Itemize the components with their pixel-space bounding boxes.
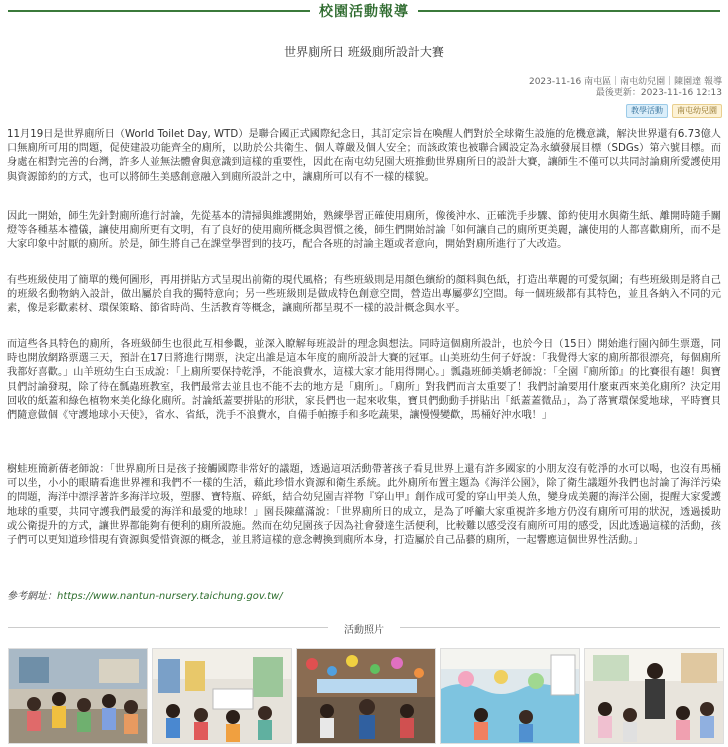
section-title: 校園活動報導 [319,4,409,20]
article-paragraph: 樹蛙班簡新蒨老師說：「世界廁所日是孩子接觸國際非常好的議題，透過這項活動帶著孩子看見世界上還有許多國家的小朋友沒有乾淨的水可以喝，也沒有馬桶可以坐，小小的眼睛看進世界裡和我們不一樣的生活，藉此珍惜水資源和衛生系統。此外廁所布置主題為《海洋公園》，除了衛生議題外我們也討論了海洋污染的問題，海洋中漂浮著許多海洋垃圾，塑膠、寶特瓶、碎紙，結合幼兒園吉祥物『穿山甲』創作成可愛的穿山甲美人魚，變身成美麗的海洋公園，提醒大家愛護地球的重要，共同守護我們最愛的海洋和最愛的地球！」園長陳蘊滿說：「世界廁所日的成立，是為了呼籲大家重視許多地方仍沒有廁所可用的狀況，透過援助或公衛提升的方式，讓世界都能夠有便利的廁所設施。然而在幼兒園孩子因為社會發達生活便利，比較難以感受沒有廁所可用的感受，因此透過這樣的活動，孩子們可以更知道珍惜現有資源與愛惜資源的概念，並且將這樣的意念轉換到廁所本身，打造屬於自己品藝的廁所，一起響應這個世界性活動。」 [7,464,721,547]
activity-photo-5[interactable] [584,648,724,744]
photos-line-right [400,627,720,628]
reference-link[interactable]: https://www.nantun-nursery.taichung.gov.tw/ [57,591,283,602]
header-line-right [418,10,720,12]
tag-school[interactable]: 南屯幼兒園 [672,104,722,118]
meta-source: 2023-11-16 南屯區｜南屯幼兒園｜陳園達 報導 [528,77,722,87]
meta-updated: 最後更新：2023-11-16 12:13 [595,88,722,98]
reference-label: 參考網址： [7,591,57,602]
activity-photo-4[interactable] [440,648,580,744]
activity-photo-2[interactable] [152,648,292,744]
article-title: 世界廁所日 班級廁所設計大賽 [284,45,444,59]
photos-header [0,621,728,635]
article-paragraph: 而這些各具特色的廁所，各班級師生也很此互相參觀，並深入瞭解每班設計的理念與想法。同時這個廁所設計，也於今日（15日）開始進行園內師生票選，同時也開放網路票選三天，預計在17日將進行開票，決定出誰是這本年度的廁所設計大賽的冠軍。山美班幼生何子妤說：「我覺得大家的廁所都很漂亮，每個廁所我都好喜歡。」山羊班幼生白玉成說：「上廁所要保持乾淨，不能浪費水，這樣大家才能用得開心。」瓢蟲班師美嬌老師說：「全園『廁所節』的比賽很有趣！與寶貝們討論發現，除了待在瓢蟲班教室，我們最常去並且也不能不去的地方是「廁所」。「廁所」對我們而言太重要了！我們討論要用什麼東西來美化廁所？決定用回收的紙蓋和綠色植物來美化綠化廁所。討論紙蓋要拼貼的形狀，家長們也一起來收集，寶貝們動動手拼貼出「紙蓋蓋微品」，為了落實環保愛地球，平時寶貝們隨意做個《守護地球小天使》，省水、省紙，洗手不浪費水，自備手帕擦手和多吃蔬果，讓慢慢變歡，馬桶好沖水哦！」 [7,339,721,422]
article-paragraph: 11月19日是世界廁所日（World Toilet Day, WTD）是聯合國正式國際紀念日，其訂定宗旨在喚醒人們對於全球衛生設施的危機意識，解決世界還有6.73億人口無廁所可用的問題，促使建設功能齊全的廁所，以助於公共衛生、個人尊嚴及個人安全；而該政策也被聯合國設定為永續發展目標（SDGs）第六號目標。而身處在相對完善的台灣，許多人並無法體會與意識到這樣的重要性，因此在南屯幼兒園大班推動世界廁所日的設計大賽，讓師生不僅可以共同討論廁所愛護使用與資源節約的方式，也可以將師生美感創意融入到廁所設計之中，讓廁所可以有不一樣的樣貌。 [7,129,721,183]
activity-photo-3[interactable] [296,648,436,744]
photos-title: 活動照片 [344,625,384,636]
section-header [0,0,728,22]
tag-list [626,104,722,118]
article-meta [529,77,722,99]
tag-teaching[interactable]: 教學活動 [626,104,668,118]
article-paragraph: 有些班級使用了簡單的幾何圖形，再用拼貼方式呈現出前衛的現代風格；有些班級則是用顏色繽紛的顏料與色紙，打造出華麗的可愛氛圍；有些班級則是將自己的班級名動物納入設計，做出屬於自我的獨特意向；另一些班級則是做成特色創意空間，營造出專屬夢幻空間。每一個班級都有其特色，並且各納入不同的元素，像是彩歡素材、環保策略、節省時尚、生活教育等概念，讓廁所都呈現不一樣的設計概念與水平。 [7,275,721,315]
article-paragraph: 因此一開始，師生先針對廁所進行討論，先從基本的清掃與維護開始，熟練學習正確使用廁所，像後沖水、正確洗手步驟、節約使用水與衛生紙、離開時隨手關燈等各種基本禮儀，讓使用廁所更有文明，有了良好的使用廁所概念與習慣之後，師生們開始討論「如何讓自己的廁所更美麗，讓使用的人都喜歡廁所，而不是大家印象中討厭的廁所。於是，師生將自己在課堂學習到的技巧，配合各班的討論主題或者意向，開始對廁所進行了大改造。 [7,211,721,251]
reference [7,587,283,602]
activity-photo-1[interactable] [8,648,148,744]
